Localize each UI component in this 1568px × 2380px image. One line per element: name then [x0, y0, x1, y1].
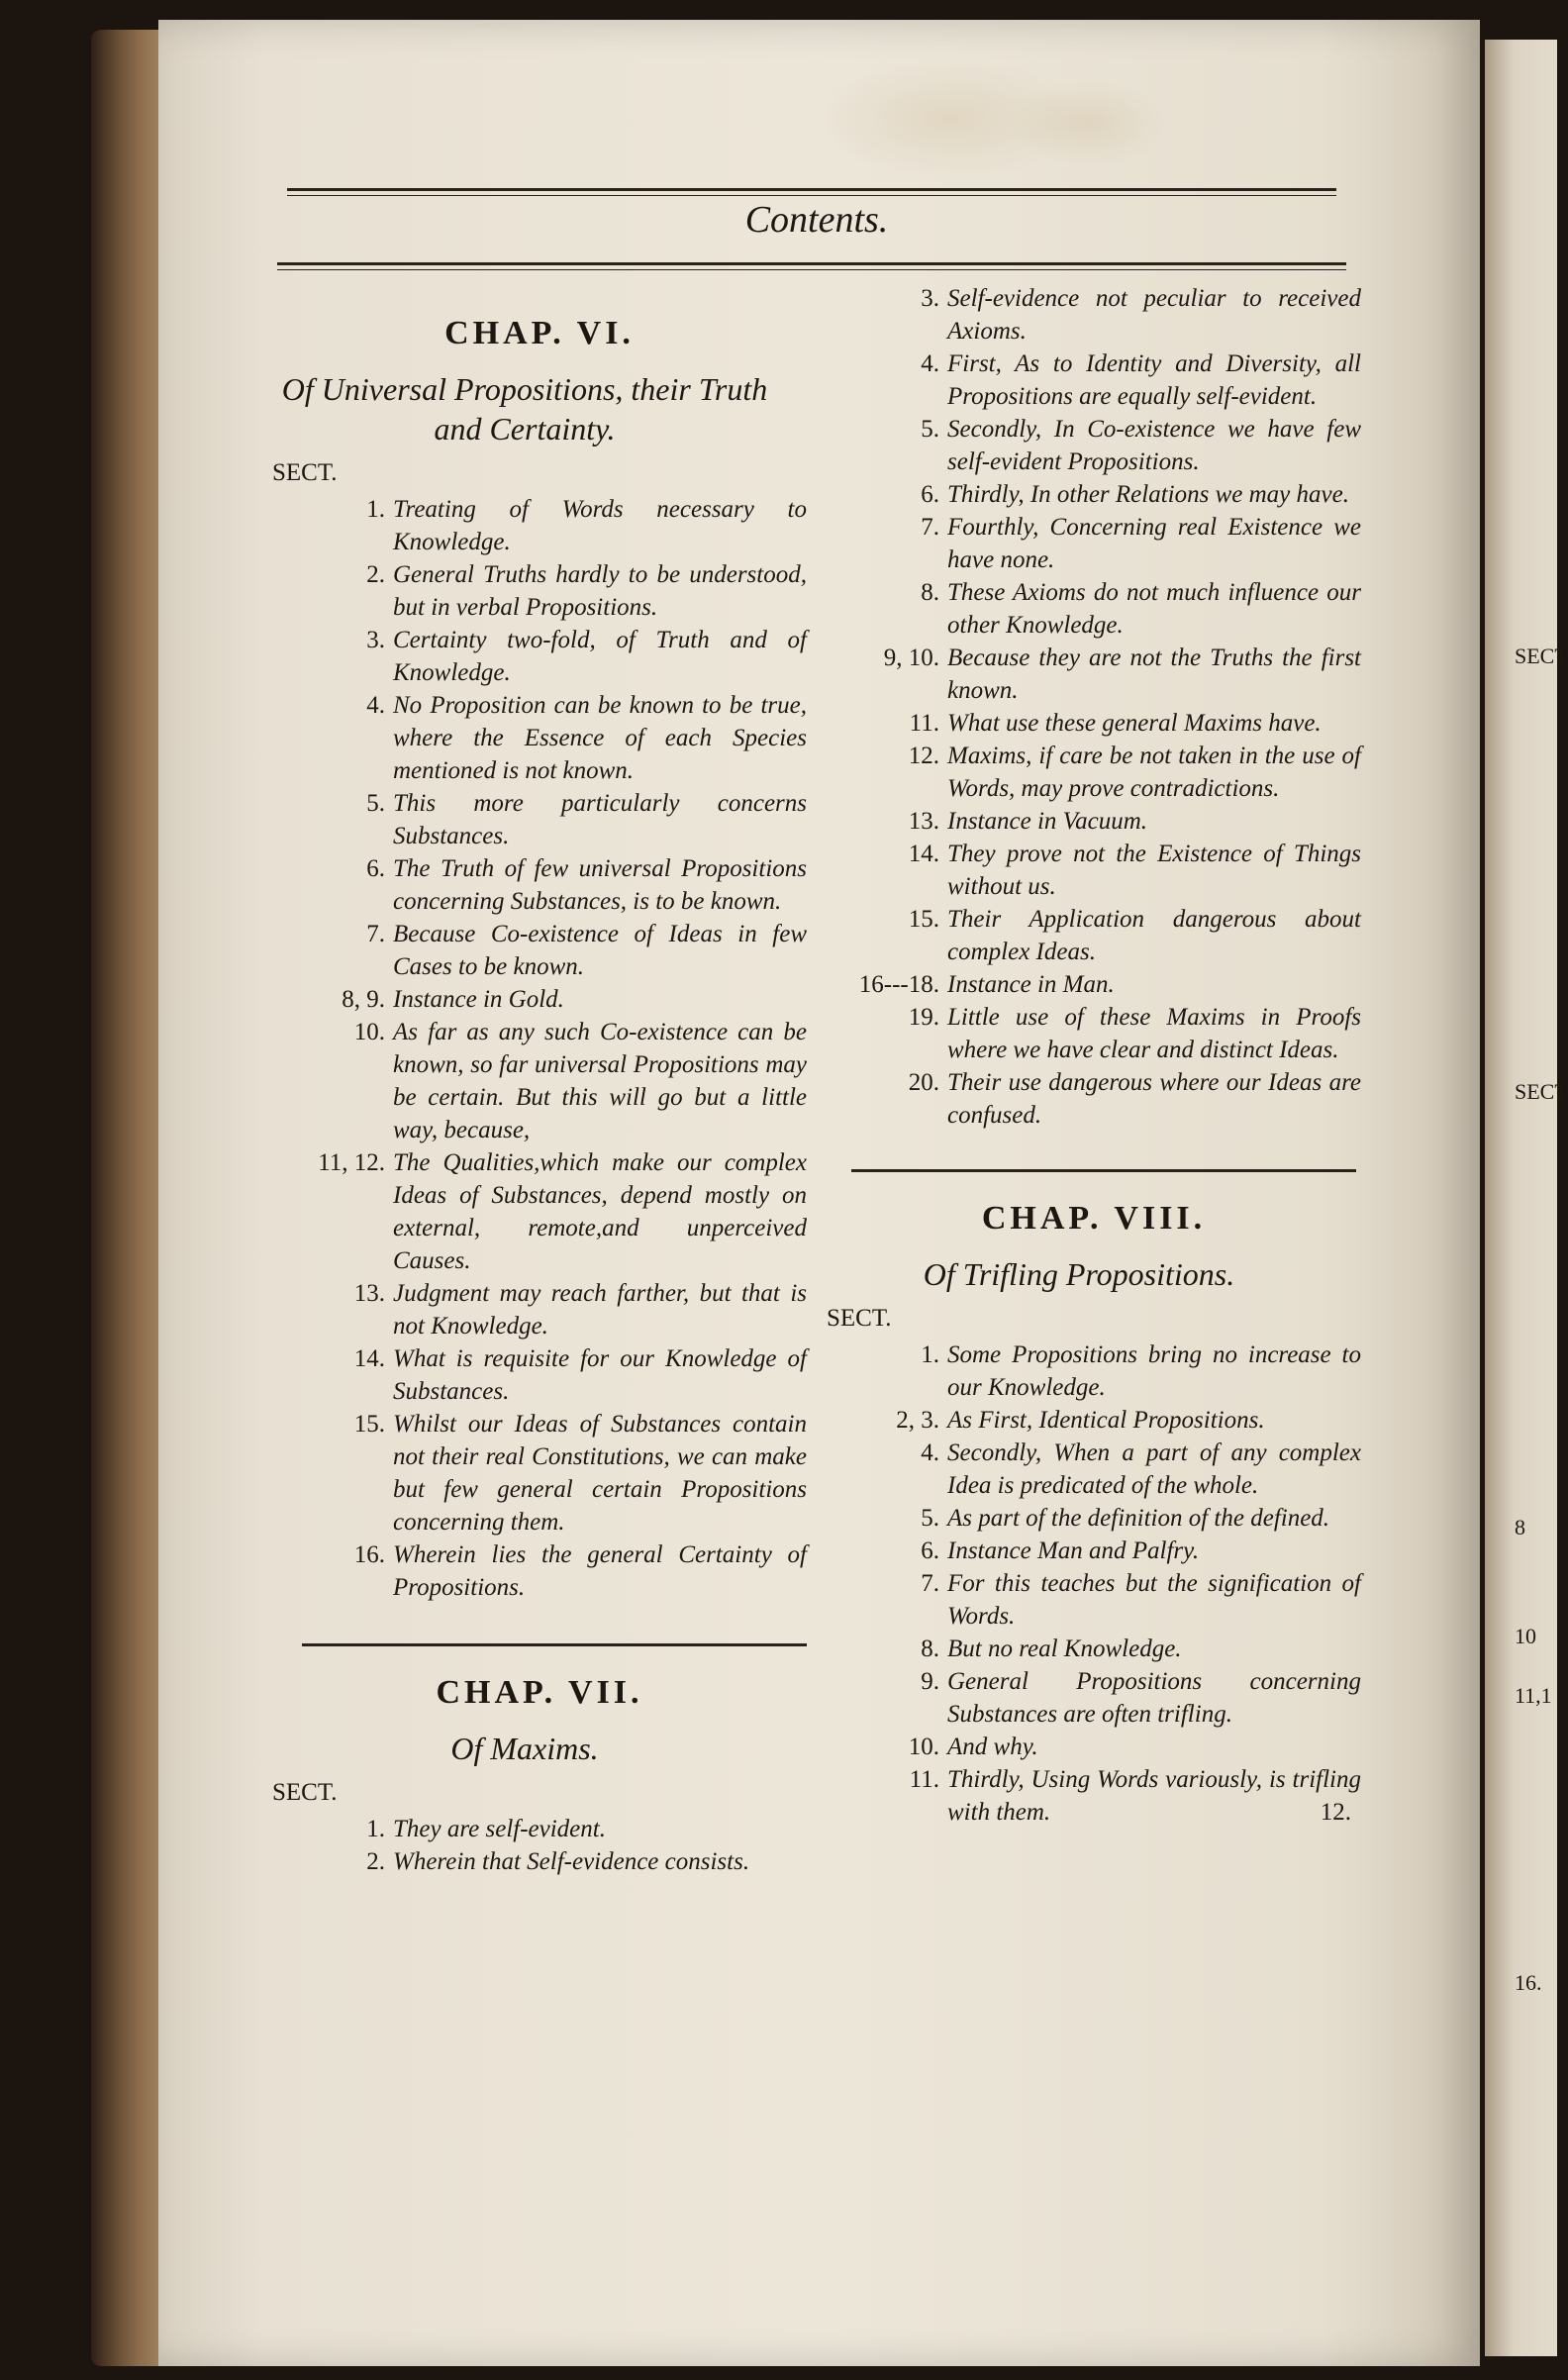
- entry-text: Wherein lies the general Certainty of Propositions.: [393, 1541, 807, 1601]
- entry-text: Wherein that Self-evidence consists.: [393, 1848, 750, 1875]
- contents-entry: [272, 689, 807, 787]
- entry-text: Treating of Words necessary to Knowledge.: [393, 496, 807, 555]
- entry-text: Because Co-existence of Ideas in few Cases to be known.: [393, 921, 807, 980]
- entry-number: 7.: [921, 514, 939, 541]
- entry-text: Secondly, In Co-existence we have few self-evident Propositions.: [947, 416, 1361, 475]
- entry-number: 10.: [353, 1019, 385, 1045]
- entry-text: Instance in Vacuum.: [947, 808, 1148, 835]
- entry-number: 15.: [908, 906, 939, 933]
- entry-text: Thirdly, In other Relations we may have.: [947, 481, 1349, 508]
- entry-number: 8.: [921, 579, 939, 606]
- entry-number: 4.: [366, 692, 385, 719]
- entry-text: What is requisite for our Knowledge of Substances.: [393, 1345, 807, 1405]
- entry-text: Fourthly, Concerning real Existence we have none.: [947, 514, 1361, 573]
- chapter-heading: CHAP. VI.: [444, 315, 635, 351]
- entry-text: They prove not the Existence of Things without us.: [947, 841, 1361, 900]
- entry-number: 3.: [921, 285, 939, 312]
- facing-page-edge: [1485, 40, 1568, 2356]
- entry-number: 11.: [909, 710, 939, 737]
- entry-text: No Proposition can be known to be true, where the Essence of each Species mentioned is not known.: [393, 692, 807, 784]
- entry-text: Judgment may reach farther, but that is not Knowledge.: [393, 1280, 807, 1339]
- entry-text: As far as any such Co-existence can be known, so far universal Propositions may be certain. But this will go but a little way, because,: [393, 1019, 807, 1143]
- contents-entry: [827, 511, 1361, 576]
- contents-entry: [272, 918, 807, 983]
- facing-fragment: 11,1: [1515, 1683, 1552, 1708]
- entry-number: 7.: [366, 921, 385, 947]
- contents-entry: [827, 1339, 1361, 1404]
- sect-label: SECT.: [272, 1779, 338, 1806]
- contents-entry: [827, 968, 1361, 1001]
- contents-entry: [827, 1066, 1361, 1132]
- entry-number: 16.: [353, 1541, 385, 1568]
- entry-number: 5.: [921, 416, 939, 443]
- entry-text: Instance Man and Palfry.: [947, 1537, 1200, 1564]
- contents-entry: [272, 1538, 807, 1604]
- head-rule: [287, 188, 1336, 191]
- contents-entry: [827, 1502, 1361, 1535]
- contents-entry: [827, 347, 1361, 413]
- entry-text: Little use of these Maxims in Proofs where we have clear and distinct Ideas.: [947, 1004, 1361, 1063]
- head-rule: [287, 195, 1336, 196]
- entry-number: 4.: [921, 350, 939, 377]
- contents-entry: [272, 1845, 807, 1878]
- contents-entry: [827, 1437, 1361, 1502]
- entry-number: 1.: [921, 1341, 939, 1368]
- contents-entry: [272, 1146, 807, 1277]
- facing-fragment: 16.: [1515, 1970, 1542, 1995]
- entry-text: These Axioms do not much influence our other Knowledge.: [947, 579, 1361, 639]
- entry-number: 6.: [366, 855, 385, 882]
- entry-text: This more particularly concerns Substances.: [393, 790, 807, 849]
- entry-number: 1.: [366, 1816, 385, 1842]
- contents-entry: [827, 413, 1361, 478]
- entry-text: What use these general Maxims have.: [947, 710, 1322, 737]
- contents-entry: [827, 903, 1361, 968]
- contents-entry: [272, 1408, 807, 1538]
- entry-number: 11, 12.: [318, 1149, 385, 1176]
- entry-text: Self-evidence not peculiar to received Axioms.: [947, 285, 1361, 345]
- entry-text: First, As to Identity and Diversity, all Propositions are equally self-evident.: [947, 350, 1361, 410]
- running-head: Contents.: [744, 199, 889, 241]
- chapter-title: Of Universal Propositions, their Truth and Certainty.: [281, 371, 768, 446]
- entry-number: 9, 10.: [883, 645, 939, 671]
- entry-number: 5.: [366, 790, 385, 817]
- entry-number: 13.: [908, 808, 939, 835]
- entry-number: 5.: [921, 1505, 939, 1532]
- chapter-heading: CHAP. VIII.: [981, 1200, 1207, 1237]
- entry-number: 14.: [353, 1345, 385, 1372]
- contents-entry: [827, 1633, 1361, 1665]
- contents-entry: [272, 787, 807, 852]
- head-rule: [277, 269, 1346, 270]
- facing-fragment: 10: [1515, 1624, 1536, 1648]
- catchword: 12.: [1320, 1799, 1351, 1826]
- entry-number: 8.: [921, 1636, 939, 1662]
- contents-entry: [827, 478, 1361, 511]
- entry-text: Some Propositions bring no increase to our Knowledge.: [947, 1341, 1361, 1401]
- entry-number: 2.: [366, 561, 385, 588]
- sect-label: SECT.: [272, 459, 338, 486]
- sect-label: SECT.: [827, 1305, 892, 1332]
- contents-entry: [827, 740, 1361, 805]
- contents-entry: [827, 1731, 1361, 1763]
- left-column: [272, 317, 807, 1878]
- entry-number: 20.: [908, 1069, 939, 1096]
- entry-text: Whilst our Ideas of Substances contain not their real Constitutions, we can make but few general certain Propositions concerning them.: [393, 1411, 807, 1536]
- facing-fragment: SECT: [1515, 644, 1568, 668]
- contents-entry: [272, 1016, 807, 1146]
- entry-text: Their use dangerous where our Ideas are confused.: [947, 1069, 1361, 1129]
- entry-number: 8, 9.: [342, 986, 385, 1013]
- entry-text: Maxims, if care be not taken in the use of Words, may prove contradictions.: [947, 743, 1361, 802]
- contents-entry: [272, 1342, 807, 1408]
- entry-text: Secondly, When a part of any complex Idea is predicated of the whole.: [947, 1439, 1361, 1499]
- contents-entry: [827, 1567, 1361, 1633]
- contents-entry: [827, 1665, 1361, 1731]
- chapter-title: Of Trifling Propositions.: [923, 1256, 1235, 1292]
- entry-number: 2, 3.: [896, 1407, 939, 1434]
- entry-number: 12.: [908, 743, 939, 769]
- entry-text: General Truths hardly to be understood, but in verbal Propositions.: [393, 561, 807, 621]
- entry-text: The Truth of few universal Propositions concerning Substances, is to be known.: [393, 855, 807, 915]
- contents-entry: [827, 576, 1361, 642]
- contents-entry: [272, 1813, 807, 1845]
- facing-fragment: 8: [1515, 1515, 1525, 1539]
- chapter-heading: CHAP. VII.: [436, 1674, 643, 1711]
- entry-number: 2.: [366, 1848, 385, 1875]
- contents-entry: [272, 493, 807, 558]
- head-rule: [277, 262, 1346, 265]
- entry-number: 1.: [366, 496, 385, 523]
- entry-number: 13.: [353, 1280, 385, 1307]
- entry-text: Because they are not the Truths the first known.: [947, 645, 1361, 704]
- entry-number: 6.: [921, 1537, 939, 1564]
- contents-entry: [827, 1535, 1361, 1567]
- contents-entry: [272, 558, 807, 624]
- contents-entry: [827, 805, 1361, 838]
- facing-fragment: SECT: [1515, 1079, 1568, 1104]
- entry-text: Certainty two-fold, of Truth and of Knowledge.: [393, 627, 807, 686]
- entry-text: Instance in Gold.: [393, 986, 564, 1013]
- entry-number: 10.: [908, 1734, 939, 1760]
- entry-text: The Qualities,which make our complex Ideas of Substances, depend mostly on external, remote,and unperceived Causes.: [393, 1149, 807, 1274]
- entry-text: And why.: [947, 1734, 1038, 1760]
- entry-text: Their Application dangerous about complex Ideas.: [947, 906, 1361, 965]
- entry-number: 16---18.: [858, 971, 939, 998]
- chapter-title: Of Maxims.: [450, 1731, 599, 1766]
- entry-number: 7.: [921, 1570, 939, 1597]
- entry-number: 19.: [908, 1004, 939, 1031]
- chapter-divider: [851, 1169, 1356, 1172]
- entry-text: General Propositions concerning Substances are often trifling.: [947, 1668, 1361, 1728]
- contents-entry: [827, 642, 1361, 707]
- entry-text: For this teaches but the signification of Words.: [947, 1570, 1361, 1630]
- entry-number: 14.: [908, 841, 939, 867]
- entry-text: Thirdly, Using Words variously, is trifling with them.: [947, 1766, 1361, 1826]
- right-column: [827, 282, 1361, 1829]
- entry-number: 11.: [909, 1766, 939, 1793]
- entry-text: As First, Identical Propositions.: [947, 1407, 1265, 1434]
- contents-entry: [272, 624, 807, 689]
- entry-text: But no real Knowledge.: [947, 1636, 1182, 1662]
- entry-text: As part of the definition of the defined.: [947, 1505, 1330, 1532]
- contents-entry: [827, 838, 1361, 903]
- entry-text: They are self-evident.: [393, 1816, 606, 1842]
- contents-entry: [272, 1277, 807, 1342]
- contents-entry: [827, 707, 1361, 740]
- entry-text: Instance in Man.: [947, 971, 1115, 998]
- entry-number: 6.: [921, 481, 939, 508]
- contents-entry: [827, 1404, 1361, 1437]
- stain: [1010, 79, 1168, 168]
- entry-number: 15.: [353, 1411, 385, 1438]
- entry-number: 3.: [366, 627, 385, 653]
- contents-entry: [272, 983, 807, 1016]
- contents-entry: [827, 1001, 1361, 1066]
- entry-number: 9.: [921, 1668, 939, 1695]
- entry-number: 4.: [921, 1439, 939, 1466]
- contents-entry: [827, 282, 1361, 347]
- chapter-divider: [302, 1643, 807, 1646]
- contents-entry: [272, 852, 807, 918]
